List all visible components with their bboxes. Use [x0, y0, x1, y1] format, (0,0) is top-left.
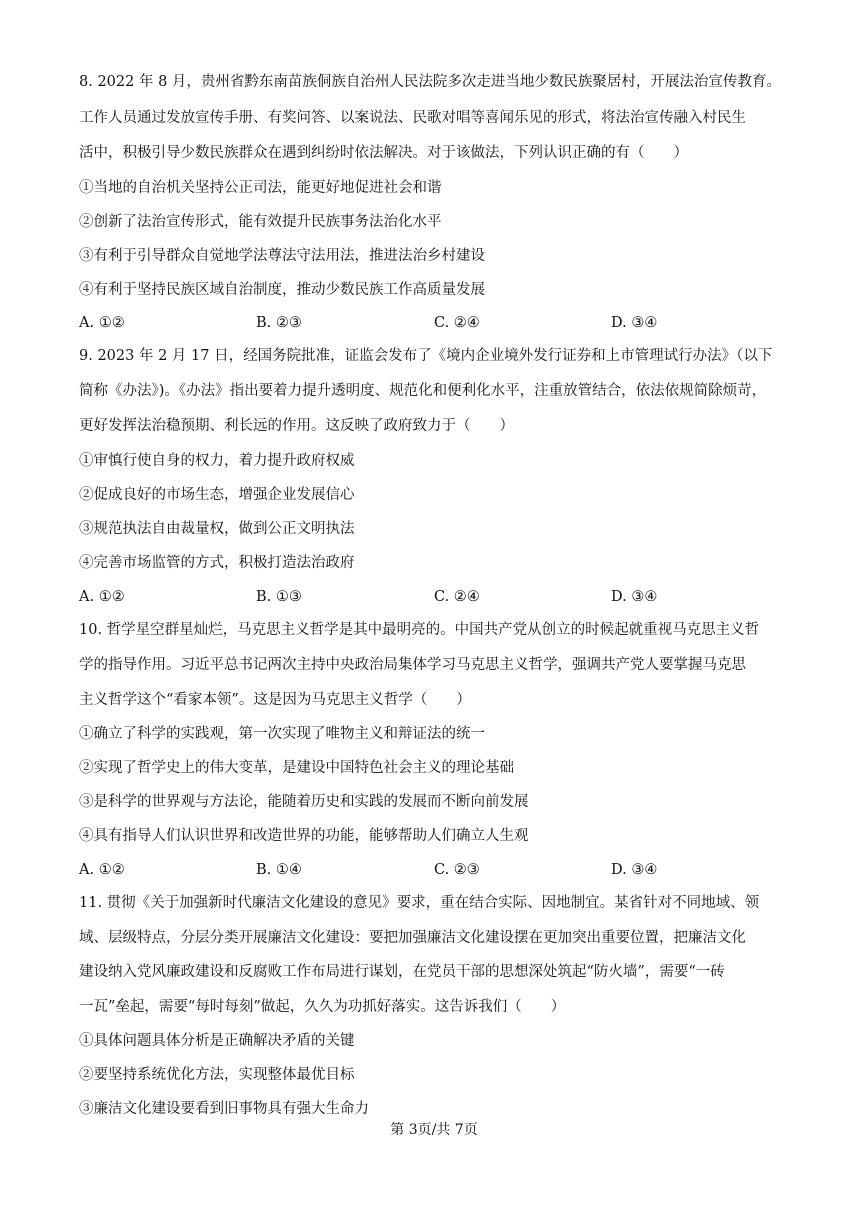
q10-item-4: ④具有指导人们认识世界和改造世界的功能，能够帮助人们确立人生观 — [79, 828, 529, 844]
q9-stem-line-1: 9. 2023 年 2 月 17 日，经国务院批准，证监会发布了《境内企业境外发行证券和上市管理试行办法》（以下 — [79, 348, 773, 364]
q8-options — [79, 313, 799, 333]
q8-item-3: ③有利于引导群众自觉地学法尊法守法用法，推进法治乡村建设 — [79, 248, 485, 264]
q8-item-4: ④有利于坚持民族区域自治制度，推动少数民族工作高质量发展 — [79, 282, 485, 298]
q8-option-c: C. ②④ — [434, 315, 480, 331]
q9-options — [79, 587, 799, 607]
q10-stem-line-3: 主义哲学这个“看家本领”。这是因为马克思主义哲学（ ） — [79, 692, 471, 708]
q8-item-1: ①当地的自治机关坚持公正司法，能更好地促进社会和谐 — [79, 180, 442, 196]
q8-item-2: ②创新了法治宣传形式，能有效提升民族事务法治化水平 — [79, 214, 442, 230]
q9-item-4: ④完善市场监管的方式，积极打造法治政府 — [79, 555, 355, 571]
q10-item-2: ②实现了哲学史上的伟大变革，是建设中国特色社会主义的理论基础 — [79, 760, 514, 776]
q10-option-b: B. ①④ — [256, 862, 302, 878]
q8-option-d: D. ③④ — [611, 315, 658, 331]
q8-stem-line-3: 活中，积极引导少数民族群众在遇到纠纷时依法解决。对于该做法，下列认识正确的有（ ） — [79, 145, 688, 161]
q9-option-c: C. ②④ — [434, 589, 480, 605]
page-footer: 第 3页/共 7页 — [390, 1122, 478, 1138]
q9-stem-line-3: 更好发挥法治稳预期、利长远的作用。这反映了政府致力于（ ） — [79, 418, 514, 434]
q9-option-b: B. ①③ — [256, 589, 302, 605]
q11-item-2: ②要坚持系统优化方法，实现整体最优目标 — [79, 1067, 355, 1083]
q9-option-a: A. ①② — [79, 589, 125, 605]
q9-item-2: ②促成良好的市场生态，增强企业发展信心 — [79, 487, 355, 503]
q8-option-b: B. ②③ — [256, 315, 302, 331]
q9-item-3: ③规范执法自由裁量权，做到公正文明执法 — [79, 521, 355, 537]
q10-option-d: D. ③④ — [611, 862, 658, 878]
q9-stem-line-2: 简称《办法》)。《办法》指出要着力提升透明度、规范化和便利化水平，注重放管结合，依法依规简除烦苛， — [79, 383, 767, 399]
q9-option-d: D. ③④ — [611, 589, 658, 605]
q11-stem-line-1: 11. 贯彻《关于加强新时代廉洁文化建设的意见》要求，重在结合实际、因地制宜。某省针对不同地域、领 — [79, 895, 760, 911]
q8-stem-line-2: 工作人员通过发放宣传手册、有奖问答、以案说法、民歌对唱等喜闻乐见的形式，将法治宣传融入村民生 — [79, 110, 746, 126]
q11-item-1: ①具体问题具体分析是正确解决矛盾的关键 — [79, 1033, 355, 1049]
q10-item-3: ③是科学的世界观与方法论，能随着历史和实践的发展而不断向前发展 — [79, 794, 529, 810]
q11-stem-line-2: 域、层级特点，分层分类开展廉洁文化建设：要把加强廉洁文化建设摆在更加突出重要位置，把廉洁文化 — [79, 930, 746, 946]
q10-option-c: C. ②③ — [434, 862, 480, 878]
q11-stem-line-3: 建设纳入党风廉政建设和反腐败工作布局进行谋划，在党员干部的思想深处筑起“防火墙”，需要“一砖 — [79, 964, 725, 980]
q10-option-a: A. ①② — [79, 862, 125, 878]
q11-stem-line-4: 一瓦”垒起，需要“每时每刻”做起，久久为功抓好落实。这告诉我们（ ） — [79, 999, 566, 1015]
q8-stem-line-1: 8. 2022 年 8 月，贵州省黔东南苗族侗族自治州人民法院多次走进当地少数民族聚居村，开展法治宣传教育。 — [79, 74, 781, 90]
q10-item-1: ①确立了科学的实践观，第一次实现了唯物主义和辩证法的统一 — [79, 726, 485, 742]
q10-stem-line-2: 学的指导作用。习近平总书记两次主持中央政治局集体学习马克思主义哲学，强调共产党人要掌握马克思 — [79, 657, 746, 673]
q10-stem-line-1: 10. 哲学星空群星灿烂，马克思主义哲学是其中最明亮的。中国共产党从创立的时候起就重视马克思主义哲 — [79, 622, 760, 638]
q11-item-3: ③廉洁文化建设要看到旧事物具有强大生命力 — [79, 1101, 369, 1117]
q10-options — [79, 860, 799, 880]
q9-item-1: ①审慎行使自身的权力，着力提升政府权威 — [79, 453, 355, 469]
q8-option-a: A. ①② — [79, 315, 125, 331]
